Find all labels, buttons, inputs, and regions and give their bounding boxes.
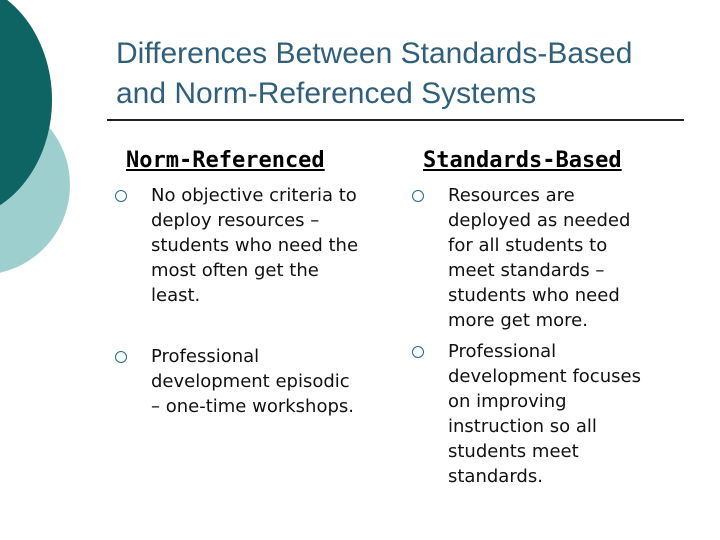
list-item-text: Professional development episodic – one-time workshops. bbox=[151, 346, 354, 417]
list-item bbox=[412, 339, 641, 489]
bullet-circle-icon bbox=[115, 190, 127, 202]
bullet-circle-icon bbox=[412, 190, 424, 202]
list-item bbox=[412, 183, 630, 333]
list-item-text: Professional development focuses on improving instruction so all students meet standards. bbox=[448, 341, 641, 487]
list-item-text: Resources are deployed as needed for all students to meet standards – students who need more get more. bbox=[448, 185, 631, 331]
list-item-text: No objective criteria to deploy resources – students who need the most often get the least. bbox=[151, 185, 359, 306]
decorative-circles bbox=[0, 0, 120, 300]
column-heading-standards-based: Standards-Based bbox=[423, 148, 622, 173]
list-item bbox=[115, 344, 354, 419]
title-divider bbox=[107, 119, 684, 121]
bullet-circle-icon bbox=[115, 351, 127, 363]
bullet-circle-icon bbox=[412, 346, 424, 358]
column-heading-norm-referenced: Norm-Referenced bbox=[126, 148, 325, 173]
list-item bbox=[115, 183, 358, 308]
slide-title: Differences Between Standards-Based and Norm-Referenced Systems bbox=[116, 37, 633, 110]
